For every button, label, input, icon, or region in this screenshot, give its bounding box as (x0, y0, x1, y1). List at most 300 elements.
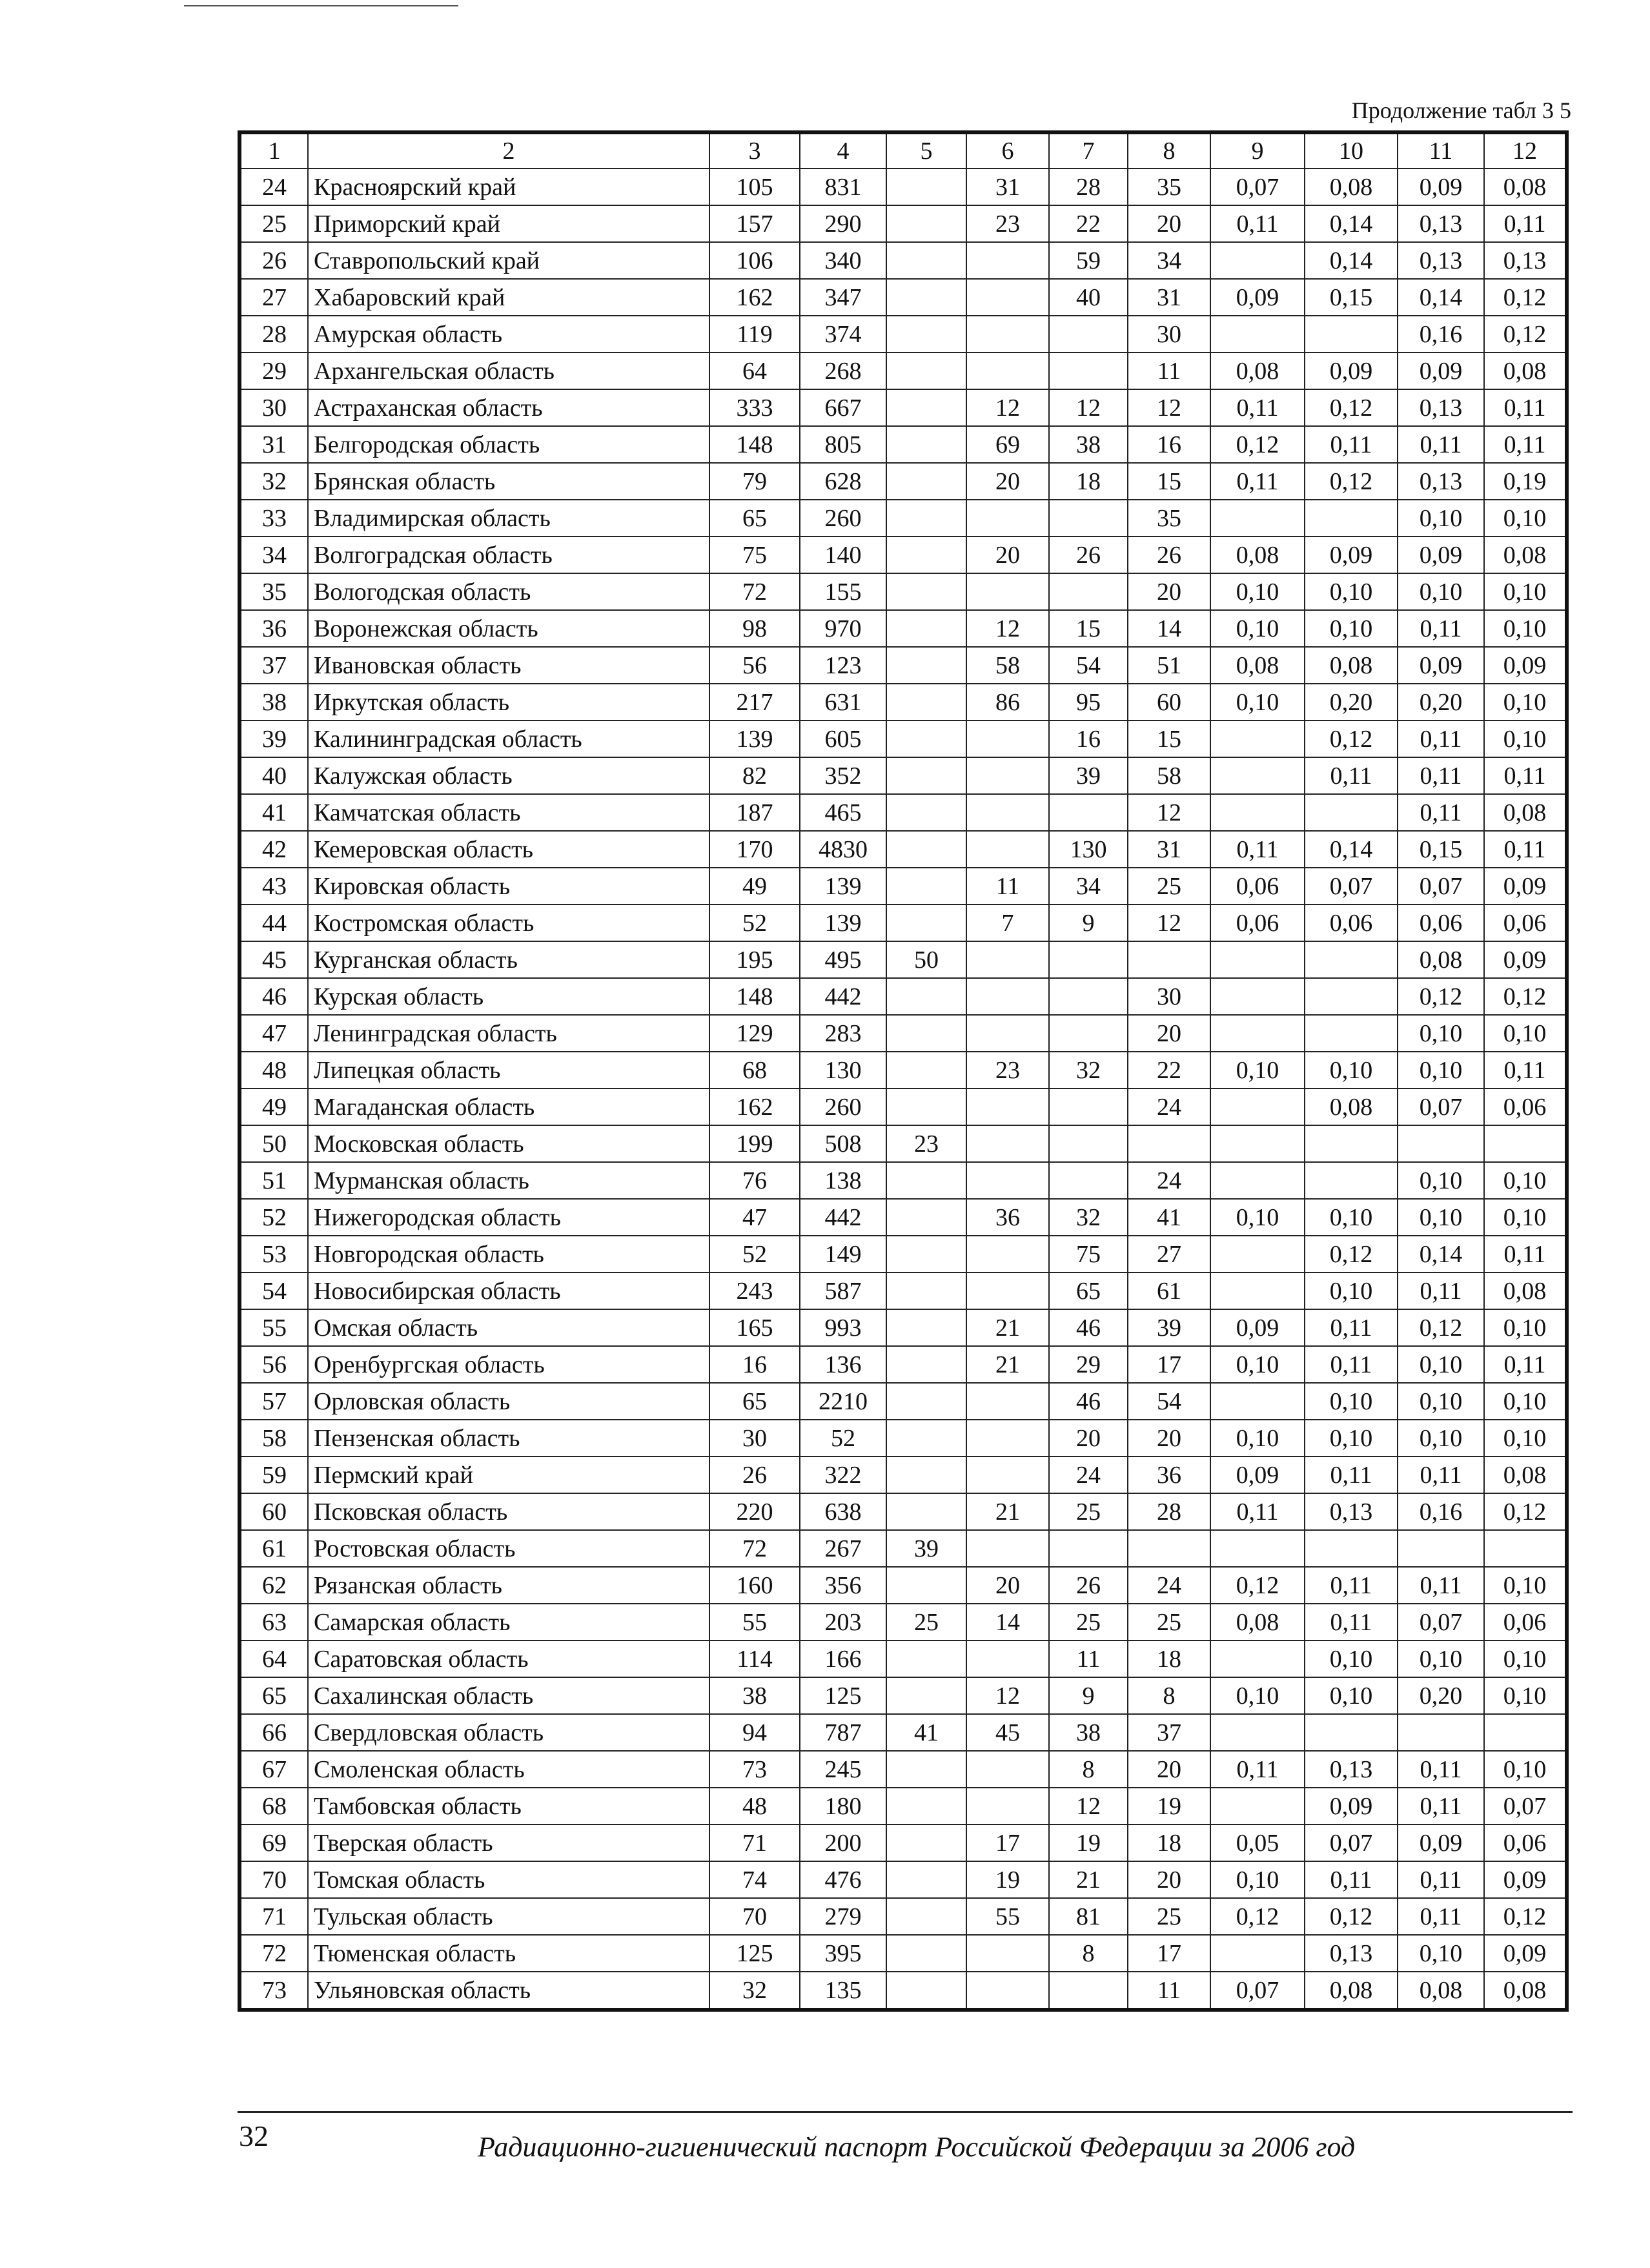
value-cell: 0,10 (1210, 1420, 1305, 1456)
value-cell: 0,12 (1398, 1309, 1484, 1346)
footer-title: Радиационно-гигиенический паспорт Российской Федерации за 2006 год (478, 2131, 1356, 2163)
value-cell: 20 (966, 1567, 1049, 1604)
value-cell: 0,10 (1484, 1383, 1567, 1420)
value-cell: 0,09 (1398, 169, 1484, 205)
value-cell (1398, 1125, 1484, 1162)
value-cell (1049, 978, 1128, 1015)
value-cell: 0,10 (1398, 1199, 1484, 1236)
region-name-cell: Магаданская область (308, 1088, 709, 1125)
value-cell: 106 (709, 242, 800, 279)
value-cell: 787 (800, 1714, 886, 1751)
value-cell: 0,11 (1305, 1309, 1398, 1346)
value-cell (966, 1088, 1049, 1125)
region-name-cell: Воронежская область (308, 610, 709, 647)
value-cell: 31 (966, 169, 1049, 205)
row-number-cell: 43 (239, 868, 308, 904)
table-row (239, 1125, 1567, 1162)
table-row (239, 720, 1567, 757)
row-number-cell: 51 (239, 1162, 308, 1199)
table-row (239, 389, 1567, 426)
value-cell (886, 1935, 966, 1972)
value-cell: 29 (1049, 1346, 1128, 1383)
value-cell: 58 (966, 647, 1049, 684)
value-cell (1305, 1714, 1398, 1751)
value-cell (966, 1272, 1049, 1309)
row-number-cell: 40 (239, 757, 308, 794)
table-row (239, 1677, 1567, 1714)
value-cell (966, 978, 1049, 1015)
value-cell: 74 (709, 1861, 800, 1898)
region-name-cell: Приморский край (308, 205, 709, 242)
value-cell: 38 (1049, 426, 1128, 463)
value-cell: 71 (709, 1824, 800, 1861)
value-cell: 26 (1049, 536, 1128, 573)
table-row (239, 1640, 1567, 1677)
footer-rule (238, 2111, 1573, 2113)
table-row (239, 978, 1567, 1015)
row-number-cell: 28 (239, 316, 308, 352)
row-number-cell: 32 (239, 463, 308, 500)
table-row (239, 1714, 1567, 1751)
value-cell: 0,11 (1305, 757, 1398, 794)
value-cell (1398, 1530, 1484, 1567)
table-row (239, 205, 1567, 242)
value-cell: 0,19 (1484, 463, 1567, 500)
row-number-cell: 31 (239, 426, 308, 463)
value-cell: 0,14 (1305, 205, 1398, 242)
value-cell (886, 647, 966, 684)
table-row (239, 1346, 1567, 1383)
value-cell: 157 (709, 205, 800, 242)
value-cell: 0,12 (1210, 1898, 1305, 1935)
value-cell: 0,06 (1484, 904, 1567, 941)
value-cell: 34 (1049, 868, 1128, 904)
region-name-cell: Пензенская область (308, 1420, 709, 1456)
region-name-cell: Томская область (308, 1861, 709, 1898)
value-cell: 0,10 (1305, 1640, 1398, 1677)
value-cell: 70 (709, 1898, 800, 1935)
value-cell (966, 1236, 1049, 1272)
value-cell: 14 (1128, 610, 1210, 647)
table-row (239, 647, 1567, 684)
value-cell (1484, 1714, 1567, 1751)
value-cell: 60 (1128, 684, 1210, 720)
value-cell: 11 (1128, 1972, 1210, 2010)
value-cell: 30 (1128, 978, 1210, 1015)
value-cell (1305, 1530, 1398, 1567)
value-cell: 0,14 (1305, 831, 1398, 868)
value-cell: 0,08 (1484, 169, 1567, 205)
value-cell: 37 (1128, 1714, 1210, 1751)
value-cell: 40 (1049, 279, 1128, 316)
value-cell (886, 1567, 966, 1604)
value-cell: 18 (1128, 1640, 1210, 1677)
value-cell: 0,15 (1305, 279, 1398, 316)
table-row (239, 1420, 1567, 1456)
value-cell: 993 (800, 1309, 886, 1346)
region-name-cell: Пермский край (308, 1456, 709, 1493)
value-cell (886, 831, 966, 868)
value-cell (886, 868, 966, 904)
region-name-cell: Брянская область (308, 463, 709, 500)
row-number-cell: 36 (239, 610, 308, 647)
row-number-cell: 71 (239, 1898, 308, 1935)
value-cell: 0,08 (1305, 1972, 1398, 2010)
value-cell (966, 1751, 1049, 1788)
region-name-cell: Архангельская область (308, 352, 709, 389)
value-cell: 0,08 (1484, 352, 1567, 389)
value-cell: 0,10 (1484, 500, 1567, 536)
row-number-cell: 39 (239, 720, 308, 757)
region-name-cell: Амурская область (308, 316, 709, 352)
value-cell (886, 904, 966, 941)
table-row (239, 463, 1567, 500)
value-cell (886, 1420, 966, 1456)
value-cell: 0,10 (1484, 1567, 1567, 1604)
value-cell: 0,11 (1484, 757, 1567, 794)
value-cell: 49 (709, 868, 800, 904)
value-cell: 24 (1128, 1567, 1210, 1604)
value-cell: 0,10 (1210, 1346, 1305, 1383)
value-cell: 0,08 (1398, 1972, 1484, 2010)
value-cell: 0,10 (1398, 1015, 1484, 1052)
value-cell: 20 (1128, 1015, 1210, 1052)
value-cell: 0,07 (1398, 868, 1484, 904)
value-cell: 340 (800, 242, 886, 279)
value-cell: 48 (709, 1788, 800, 1824)
value-cell: 11 (1128, 352, 1210, 389)
value-cell: 19 (1049, 1824, 1128, 1861)
value-cell (886, 316, 966, 352)
value-cell: 0,20 (1398, 1677, 1484, 1714)
value-cell: 0,14 (1305, 242, 1398, 279)
value-cell: 32 (1049, 1052, 1128, 1088)
row-number-cell: 37 (239, 647, 308, 684)
value-cell: 0,08 (1305, 647, 1398, 684)
region-name-cell: Псковская область (308, 1493, 709, 1530)
row-number-cell: 61 (239, 1530, 308, 1567)
table-row (239, 1309, 1567, 1346)
value-cell: 123 (800, 647, 886, 684)
value-cell: 20 (1128, 1861, 1210, 1898)
value-cell: 0,11 (1484, 389, 1567, 426)
value-cell: 805 (800, 426, 886, 463)
row-number-cell: 46 (239, 978, 308, 1015)
region-name-cell: Костромская область (308, 904, 709, 941)
table-row (239, 1788, 1567, 1824)
value-cell: 8 (1049, 1935, 1128, 1972)
value-cell: 0,07 (1398, 1088, 1484, 1125)
value-cell: 0,11 (1305, 1861, 1398, 1898)
value-cell: 587 (800, 1272, 886, 1309)
value-cell: 24 (1049, 1456, 1128, 1493)
row-number-cell: 67 (239, 1751, 308, 1788)
value-cell: 18 (1049, 463, 1128, 500)
value-cell (886, 794, 966, 831)
value-cell (886, 573, 966, 610)
value-cell (1210, 1236, 1305, 1272)
value-cell: 22 (1128, 1052, 1210, 1088)
value-cell: 11 (1049, 1640, 1128, 1677)
row-number-cell: 33 (239, 500, 308, 536)
row-number-cell: 58 (239, 1420, 308, 1456)
value-cell: 245 (800, 1751, 886, 1788)
table-row (239, 1493, 1567, 1530)
value-cell: 75 (709, 536, 800, 573)
value-cell: 69 (966, 426, 1049, 463)
value-cell: 81 (1049, 1898, 1128, 1935)
region-name-cell: Тамбовская область (308, 1788, 709, 1824)
region-name-cell: Тульская область (308, 1898, 709, 1935)
value-cell: 86 (966, 684, 1049, 720)
page-number: 32 (239, 2120, 269, 2152)
row-number-cell: 54 (239, 1272, 308, 1309)
value-cell (1210, 1935, 1305, 1972)
table-row (239, 610, 1567, 647)
row-number-cell: 65 (239, 1677, 308, 1714)
value-cell: 0,13 (1484, 242, 1567, 279)
value-cell (1210, 242, 1305, 279)
value-cell (1484, 1125, 1567, 1162)
value-cell: 20 (1128, 1420, 1210, 1456)
value-cell (886, 1236, 966, 1272)
value-cell: 0,11 (1484, 426, 1567, 463)
value-cell: 0,13 (1305, 1493, 1398, 1530)
table-row (239, 1456, 1567, 1493)
value-cell: 20 (1128, 205, 1210, 242)
value-cell: 65 (709, 1383, 800, 1420)
value-cell: 180 (800, 1788, 886, 1824)
value-cell: 495 (800, 941, 886, 978)
value-cell: 0,11 (1484, 1236, 1567, 1272)
column-header: 12 (1484, 132, 1567, 169)
table-row (239, 1162, 1567, 1199)
value-cell: 21 (966, 1346, 1049, 1383)
value-cell: 30 (1128, 316, 1210, 352)
value-cell (1049, 1015, 1128, 1052)
table-row (239, 169, 1567, 205)
value-cell: 148 (709, 978, 800, 1015)
value-cell: 0,12 (1398, 978, 1484, 1015)
value-cell: 0,10 (1484, 1309, 1567, 1346)
row-number-cell: 41 (239, 794, 308, 831)
value-cell: 0,10 (1398, 1052, 1484, 1088)
value-cell: 28 (1049, 169, 1128, 205)
value-cell (1049, 500, 1128, 536)
value-cell: 0,09 (1305, 536, 1398, 573)
value-cell: 187 (709, 794, 800, 831)
value-cell: 119 (709, 316, 800, 352)
value-cell: 135 (800, 1972, 886, 2010)
value-cell: 56 (709, 647, 800, 684)
table-header (239, 132, 1567, 169)
table-row (239, 1824, 1567, 1861)
value-cell (1305, 941, 1398, 978)
value-cell: 0,12 (1210, 1567, 1305, 1604)
row-number-cell: 34 (239, 536, 308, 573)
table-row (239, 1935, 1567, 1972)
value-cell: 65 (709, 500, 800, 536)
value-cell: 51 (1128, 647, 1210, 684)
value-cell (886, 279, 966, 316)
value-cell: 0,06 (1398, 904, 1484, 941)
value-cell: 54 (1128, 1383, 1210, 1420)
value-cell: 28 (1128, 1493, 1210, 1530)
value-cell (886, 1861, 966, 1898)
table-row (239, 868, 1567, 904)
value-cell: 19 (1128, 1788, 1210, 1824)
value-cell: 0,12 (1484, 279, 1567, 316)
value-cell: 35 (1128, 500, 1210, 536)
value-cell: 0,11 (1305, 1346, 1398, 1383)
value-cell (966, 1420, 1049, 1456)
value-cell (966, 1456, 1049, 1493)
value-cell: 0,12 (1484, 1493, 1567, 1530)
value-cell: 125 (709, 1935, 800, 1972)
value-cell: 0,11 (1305, 1567, 1398, 1604)
region-name-cell: Ставропольский край (308, 242, 709, 279)
region-name-cell: Омская область (308, 1309, 709, 1346)
value-cell: 0,11 (1398, 757, 1484, 794)
value-cell: 0,09 (1398, 536, 1484, 573)
value-cell: 4830 (800, 831, 886, 868)
value-cell: 0,08 (1398, 941, 1484, 978)
value-cell: 0,09 (1305, 1788, 1398, 1824)
value-cell: 0,12 (1305, 1236, 1398, 1272)
value-cell: 105 (709, 169, 800, 205)
value-cell: 39 (1049, 757, 1128, 794)
value-cell: 0,08 (1210, 352, 1305, 389)
value-cell (886, 1162, 966, 1199)
value-cell: 0,10 (1398, 1935, 1484, 1972)
value-cell (886, 426, 966, 463)
value-cell (886, 1972, 966, 2010)
region-name-cell: Рязанская область (308, 1567, 709, 1604)
value-cell: 72 (709, 573, 800, 610)
value-cell: 0,14 (1398, 279, 1484, 316)
value-cell: 0,11 (1305, 426, 1398, 463)
table-row (239, 1199, 1567, 1236)
value-cell: 12 (966, 610, 1049, 647)
value-cell: 162 (709, 279, 800, 316)
region-name-cell: Владимирская область (308, 500, 709, 536)
table-row (239, 536, 1567, 573)
value-cell: 442 (800, 978, 886, 1015)
row-number-cell: 64 (239, 1640, 308, 1677)
value-cell: 0,12 (1305, 1898, 1398, 1935)
value-cell: 59 (1049, 242, 1128, 279)
value-cell: 20 (966, 536, 1049, 573)
value-cell (886, 1309, 966, 1346)
region-name-cell: Калининградская область (308, 720, 709, 757)
value-cell: 0,12 (1305, 720, 1398, 757)
value-cell: 0,10 (1305, 1052, 1398, 1088)
value-cell (886, 1015, 966, 1052)
value-cell (1305, 500, 1398, 536)
value-cell: 0,07 (1305, 1824, 1398, 1861)
value-cell: 0,10 (1484, 1199, 1567, 1236)
value-cell: 0,09 (1484, 1861, 1567, 1898)
value-cell (886, 1640, 966, 1677)
value-cell: 21 (966, 1493, 1049, 1530)
value-cell: 0,07 (1305, 868, 1398, 904)
value-cell: 199 (709, 1125, 800, 1162)
value-cell: 0,11 (1398, 426, 1484, 463)
value-cell: 45 (966, 1714, 1049, 1751)
value-cell: 20 (966, 463, 1049, 500)
value-cell: 0,08 (1484, 1972, 1567, 2010)
value-cell: 36 (1128, 1456, 1210, 1493)
value-cell: 0,10 (1210, 573, 1305, 610)
value-cell (886, 610, 966, 647)
value-cell: 0,20 (1305, 684, 1398, 720)
value-cell: 38 (709, 1677, 800, 1714)
region-name-cell: Свердловская область (308, 1714, 709, 1751)
value-cell (886, 242, 966, 279)
value-cell: 374 (800, 316, 886, 352)
table-row (239, 757, 1567, 794)
region-name-cell: Тюменская область (308, 1935, 709, 1972)
value-cell: 140 (800, 536, 886, 573)
value-cell (1128, 941, 1210, 978)
table-row (239, 1972, 1567, 2010)
value-cell: 12 (1049, 389, 1128, 426)
value-cell: 0,10 (1484, 1677, 1567, 1714)
column-header: 7 (1049, 132, 1128, 169)
value-cell: 0,10 (1484, 1162, 1567, 1199)
value-cell (1305, 1125, 1398, 1162)
value-cell: 347 (800, 279, 886, 316)
value-cell: 0,08 (1210, 1604, 1305, 1640)
value-cell: 130 (800, 1052, 886, 1088)
value-cell: 7 (966, 904, 1049, 941)
table-row (239, 1751, 1567, 1788)
value-cell: 0,11 (1484, 205, 1567, 242)
value-cell (1049, 794, 1128, 831)
region-name-cell: Астраханская область (308, 389, 709, 426)
region-name-cell: Новосибирская область (308, 1272, 709, 1309)
value-cell: 16 (1049, 720, 1128, 757)
value-cell (886, 169, 966, 205)
value-cell: 73 (709, 1751, 800, 1788)
value-cell: 23 (966, 1052, 1049, 1088)
value-cell: 160 (709, 1567, 800, 1604)
value-cell: 0,10 (1484, 720, 1567, 757)
column-header: 6 (966, 132, 1049, 169)
value-cell: 0,08 (1305, 169, 1398, 205)
row-number-cell: 49 (239, 1088, 308, 1125)
value-cell: 0,11 (1398, 610, 1484, 647)
value-cell: 442 (800, 1199, 886, 1236)
table-body (239, 169, 1567, 2010)
region-name-cell: Сахалинская область (308, 1677, 709, 1714)
value-cell (886, 389, 966, 426)
value-cell: 0,08 (1305, 1088, 1398, 1125)
table-row (239, 904, 1567, 941)
value-cell: 290 (800, 205, 886, 242)
value-cell: 36 (966, 1199, 1049, 1236)
row-number-cell: 29 (239, 352, 308, 389)
table-row (239, 1898, 1567, 1935)
row-number-cell: 35 (239, 573, 308, 610)
table-row (239, 1861, 1567, 1898)
value-cell: 16 (709, 1346, 800, 1383)
value-cell (886, 1677, 966, 1714)
value-cell: 476 (800, 1861, 886, 1898)
value-cell: 0,10 (1210, 1677, 1305, 1714)
value-cell: 0,20 (1398, 684, 1484, 720)
row-number-cell: 53 (239, 1236, 308, 1272)
